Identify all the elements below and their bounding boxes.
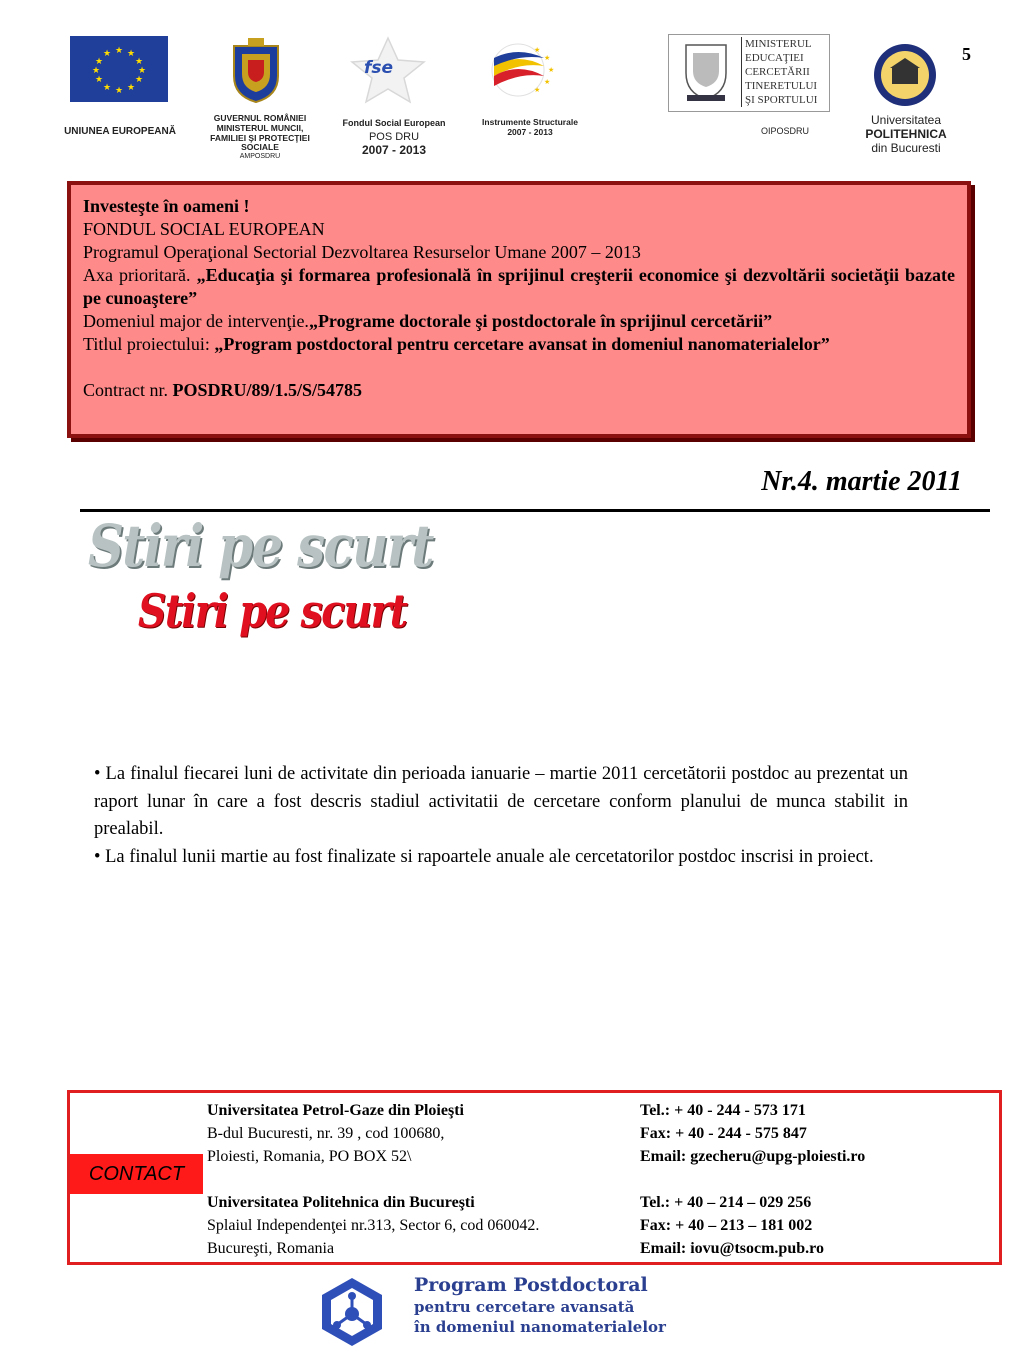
header-titlu: Titlul proiectului: „Program postdoctoral pentru cercetare avansat in domeniul nanomaterialelor” <box>83 334 830 354</box>
svg-text:★: ★ <box>134 57 144 67</box>
program-hexagon-icon <box>318 1276 386 1348</box>
svg-text:★: ★ <box>94 57 104 67</box>
svg-text:★: ★ <box>534 46 541 54</box>
upb-address-1: Splaiul Independenţei nr.313, Sector 6, cod 060042. <box>207 1217 540 1234</box>
upg-address-2: Ploiesti, Romania, PO BOX 52\ <box>207 1148 412 1165</box>
header-line-1: Investeşte în oameni ! <box>83 196 250 216</box>
svg-text:★: ★ <box>534 86 541 94</box>
header-contract: Contract nr. POSDRU/89/1.5/S/54785 <box>83 380 363 400</box>
ministry-logo <box>668 34 830 112</box>
upb-address-2: Bucureşti, Romania <box>207 1240 335 1257</box>
eu-flag-logo <box>70 36 168 102</box>
header-domeniu: Domeniul major de intervenţie.„Programe doctorale şi postdoctorale în sprijinul cercetării” <box>83 311 773 331</box>
structural-instruments-logo <box>484 36 570 104</box>
gov-caption: GUVERNUL ROMÂNIEI MINISTERUL MUNCII, FAMILIEI ŞI PROTECŢIEI SOCIALE AMPOSDRU <box>210 113 310 161</box>
svg-text:★: ★ <box>544 54 551 62</box>
svg-text:★: ★ <box>544 78 551 86</box>
upb-tel: Tel.: + 40 – 214 – 029 256 <box>640 1194 812 1211</box>
news-item: • La finalul lunii martie au fost finalizate si rapoartele anuale ale cercetatorilor postdoc inscrisi in proiect. <box>94 846 874 867</box>
issue-number: Nr.4. martie 2011 <box>761 466 962 497</box>
svg-text:★: ★ <box>134 75 144 85</box>
fse-logo: fse <box>346 36 430 104</box>
upg-tel: Tel.: + 40 - 244 - 573 171 <box>640 1102 806 1119</box>
svg-text:★: ★ <box>91 66 101 76</box>
section-title: Stiri pe scurt <box>138 584 407 638</box>
is-caption: Instrumente Structurale 2007 - 2013 <box>482 117 578 137</box>
upb-logo <box>872 42 938 108</box>
program-title-line-1: Program Postdoctoral <box>414 1274 648 1296</box>
upb-caption: Universitatea POLITEHNICA din Bucuresti <box>865 113 947 155</box>
ministry-line: CERCETĂRII <box>745 66 810 78</box>
svg-text:★: ★ <box>126 49 136 59</box>
header-line-2: FONDUL SOCIAL EUROPEAN <box>83 219 325 239</box>
oiposdru-caption: OIPOSDRU <box>760 126 809 136</box>
svg-text:★: ★ <box>102 83 112 93</box>
svg-text:★: ★ <box>126 83 136 93</box>
fse-caption: Fondul Social European POS DRU 2007 - 2013 <box>342 118 446 157</box>
upg-address-1: B-dul Bucuresti, nr. 39 , cod 100680, <box>207 1125 445 1142</box>
ministry-line: MINISTERUL <box>745 38 812 50</box>
news-body <box>94 761 908 871</box>
upb-email[interactable]: Email: iovu@tsocm.pub.ro <box>640 1240 824 1257</box>
page-number: 5 <box>962 44 971 64</box>
upg-name: Universitatea Petrol-Gaze din Ploieşti <box>207 1102 464 1119</box>
svg-text:★: ★ <box>94 75 104 85</box>
section-title-shadow: Stiri pe scurt <box>88 512 433 580</box>
contact-label: CONTACT <box>70 1154 203 1194</box>
romania-crest-logo <box>226 36 286 104</box>
upb-fax: Fax: + 40 – 213 – 181 002 <box>640 1217 813 1234</box>
upb-name: Universitatea Politehnica din Bucureşti <box>207 1194 475 1211</box>
ministry-line: ŞI SPORTULUI <box>745 94 818 106</box>
eu-caption: UNIUNEA EUROPEANĂ <box>64 126 176 137</box>
svg-text:★: ★ <box>137 66 147 76</box>
header-axa: Axa prioritară. „Educaţia şi formarea profesională în sprijinul creşterii economice şi dezvoltării societăţii bazate pe cunoaştere” <box>83 265 956 308</box>
program-title-line-2: pentru cercetare avansată <box>414 1298 635 1316</box>
svg-text:★: ★ <box>114 46 124 56</box>
news-item: • La finalul fiecarei luni de activitate din perioada ianuarie – martie 2011 cercetătorii postdoc au prezentat un raport lunar în care a fost descris stadiul activitatii de cercetare conform planului de munca stabilit in prealabil. <box>94 764 908 839</box>
project-header-box <box>67 181 971 438</box>
svg-text:★: ★ <box>548 66 555 74</box>
ministry-line: EDUCAŢIEI <box>745 52 804 64</box>
svg-text:★: ★ <box>114 86 124 96</box>
program-title-line-3: în domeniul nanomaterialelor <box>414 1318 666 1336</box>
ministry-line: TINERETULUI <box>745 80 818 92</box>
upg-email[interactable]: Email: gzecheru@upg-ploiesti.ro <box>640 1148 866 1165</box>
header-line-3: Programul Operaţional Sectorial Dezvoltarea Resurselor Umane 2007 – 2013 <box>83 242 641 262</box>
program-title <box>414 1273 666 1337</box>
svg-text:★: ★ <box>102 49 112 59</box>
upg-fax: Fax: + 40 - 244 - 575 847 <box>640 1125 807 1142</box>
